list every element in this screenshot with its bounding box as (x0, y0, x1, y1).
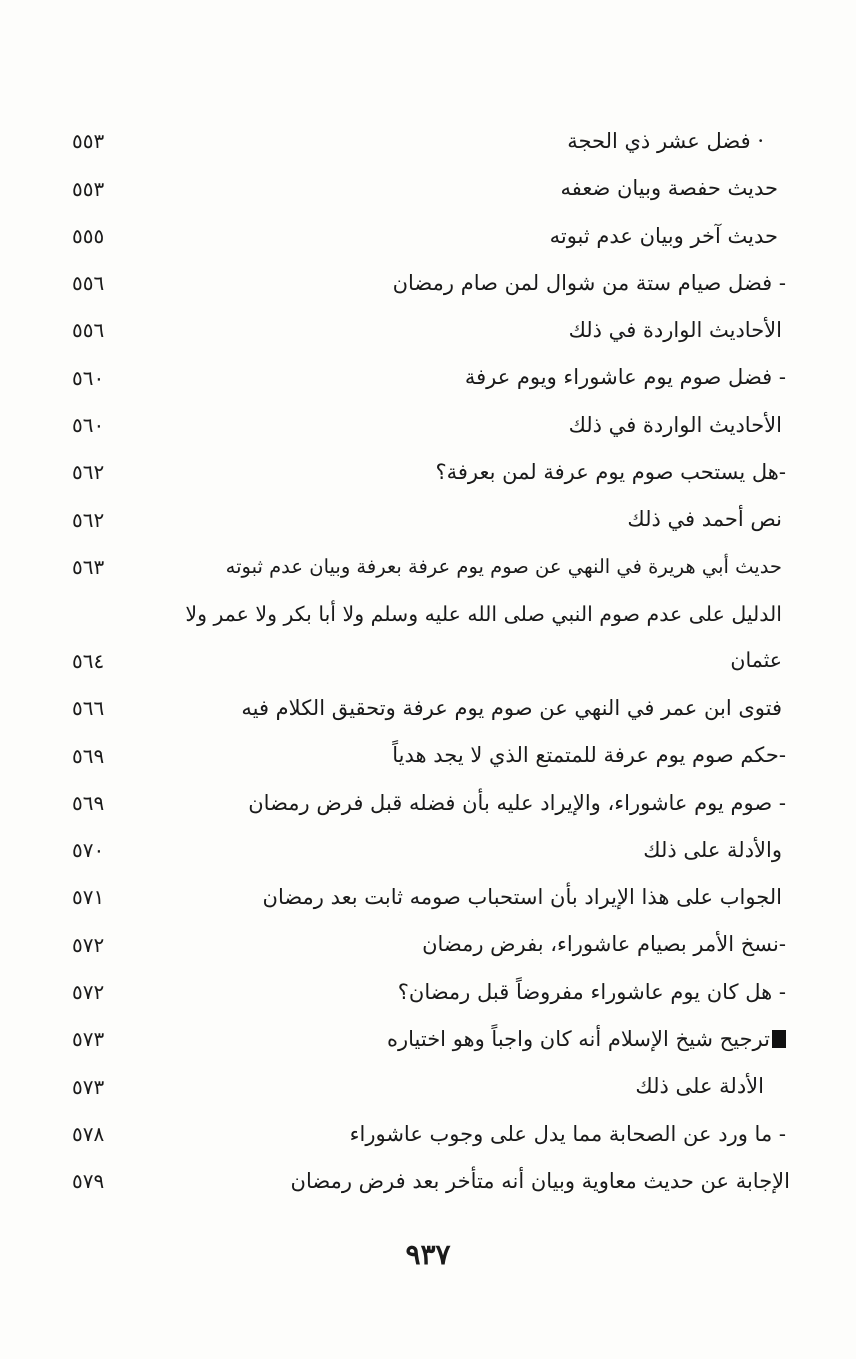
toc-entry-page: ٥٦٠ (72, 413, 105, 438)
toc-entry[interactable] (0, 774, 856, 821)
toc-entry[interactable] (0, 443, 856, 490)
toc-entry-title: والأدلة على ذلك (643, 837, 782, 862)
toc-entry[interactable] (0, 301, 856, 348)
toc-entry-page: ٥٧٣ (72, 1027, 105, 1052)
toc-entry-title: حديث أبي هريرة في النهي عن صوم يوم عرفة بعرفة وبيان عدم ثبوته (225, 554, 782, 578)
toc-entry-title: ترجيح شيخ الإسلام أنه كان واجباً وهو اختياره (387, 1016, 786, 1062)
toc-entry[interactable] (0, 1105, 856, 1152)
toc-entry-title: - فضل صيام ستة من شوال لمن صام رمضان (392, 270, 786, 295)
toc-entry-title: · فضل عشر ذي الحجة (567, 129, 764, 153)
toc-entry[interactable] (0, 868, 856, 915)
toc-entry-title: - فضل صوم يوم عاشوراء ويوم عرفة (464, 365, 786, 390)
toc-entry-page: ٥٧١ (72, 885, 105, 910)
toc-entry-title: الأحاديث الواردة في ذلك (568, 412, 782, 437)
toc-entry[interactable] (0, 348, 856, 395)
toc-entry-page: ٥٧٩ (72, 1169, 105, 1194)
toc-entry-page: ٥٦٢ (72, 460, 105, 485)
toc-entry[interactable] (0, 396, 856, 443)
toc-entry-page: ٥٦٢ (72, 507, 105, 532)
toc-entry-page: ٥٦٩ (72, 790, 105, 815)
toc-entry-title: - ما ورد عن الصحابة مما يدل على وجوب عاشوراء (349, 1121, 786, 1146)
toc-entry-title: -حكم صوم يوم عرفة للمتمتع الذي لا يجد هدياً (392, 743, 786, 768)
toc-entry-page: ٥٥٣ (72, 176, 105, 201)
toc-entry[interactable] (0, 726, 856, 773)
toc-entry-page: ٥٥٦ (72, 318, 105, 343)
ink-blot-marker (772, 1030, 786, 1048)
toc-entry[interactable] (0, 963, 856, 1010)
toc-entry-title: حديث حفصة وبيان ضعفه (560, 176, 778, 201)
toc-entry[interactable] (0, 1010, 856, 1057)
toc-entry-page: ٥٦٠ (72, 365, 105, 390)
toc-entry-page: ٥٦٩ (72, 743, 105, 768)
toc-entry-page: ٥٧٠ (72, 838, 105, 863)
toc-entry-page: ٥٧٢ (72, 932, 105, 957)
toc-entry[interactable] (0, 538, 856, 585)
toc-entry[interactable] (0, 585, 856, 679)
toc-entry-title: الأدلة على ذلك (635, 1074, 764, 1099)
toc-entry-title: حديث آخر وبيان عدم ثبوته (549, 223, 778, 248)
toc-entry-title: الإجابة عن حديث معاوية وبيان أنه متأخر بعد فرض رمضان (290, 1168, 790, 1193)
toc-entry[interactable] (0, 1152, 856, 1199)
toc-entry-page: ٥٧٣ (72, 1074, 105, 1099)
toc-entry-title: -هل يستحب صوم يوم عرفة لمن بعرفة؟ (435, 460, 786, 485)
toc-entry-title: -نسخ الأمر بصيام عاشوراء، بفرض رمضان (422, 932, 786, 957)
toc-entry[interactable] (0, 254, 856, 301)
toc-entry-page: ٥٧٨ (72, 1121, 105, 1146)
toc-entry-title: - صوم يوم عاشوراء، والإيراد عليه بأن فضله قبل فرض رمضان (248, 790, 786, 815)
toc-entry-page: ٥٥٣ (72, 129, 105, 154)
toc-entry-page: ٥٥٦ (72, 271, 105, 296)
toc-entry[interactable] (0, 159, 856, 206)
page-number: ٩٣٧ (405, 1238, 451, 1271)
toc-entry[interactable] (0, 821, 856, 868)
toc-entry[interactable] (0, 207, 856, 254)
toc-entry[interactable] (0, 679, 856, 726)
toc-entry[interactable] (0, 490, 856, 537)
toc-entry-page: ٥٧٢ (72, 980, 105, 1005)
toc-entry[interactable] (0, 1057, 856, 1104)
toc-entry-page: ٥٦٤ (72, 648, 105, 673)
toc-entry-page: ٥٦٦ (72, 696, 105, 721)
toc-entry-title: الجواب على هذا الإيراد بأن استحباب صومه ثابت بعد رمضان (262, 885, 782, 910)
toc-entry-title: - هل كان يوم عاشوراء مفروضاً قبل رمضان؟ (397, 979, 786, 1004)
table-of-contents (0, 112, 856, 1199)
toc-entry-title: الدليل على عدم صوم النبي صلى الله عليه وسلم ولا أبا بكر ولا عمر ولا عثمان (185, 601, 782, 672)
toc-entry-title: الأحاديث الواردة في ذلك (568, 318, 782, 343)
toc-entry-page: ٥٦٣ (72, 554, 105, 579)
toc-entry[interactable] (0, 112, 856, 159)
toc-entry-title: نص أحمد في ذلك (627, 507, 782, 532)
toc-entry-page: ٥٥٥ (72, 223, 105, 248)
toc-entry[interactable] (0, 915, 856, 962)
toc-entry-title: فتوى ابن عمر في النهي عن صوم يوم عرفة وتحقيق الكلام فيه (241, 695, 782, 720)
